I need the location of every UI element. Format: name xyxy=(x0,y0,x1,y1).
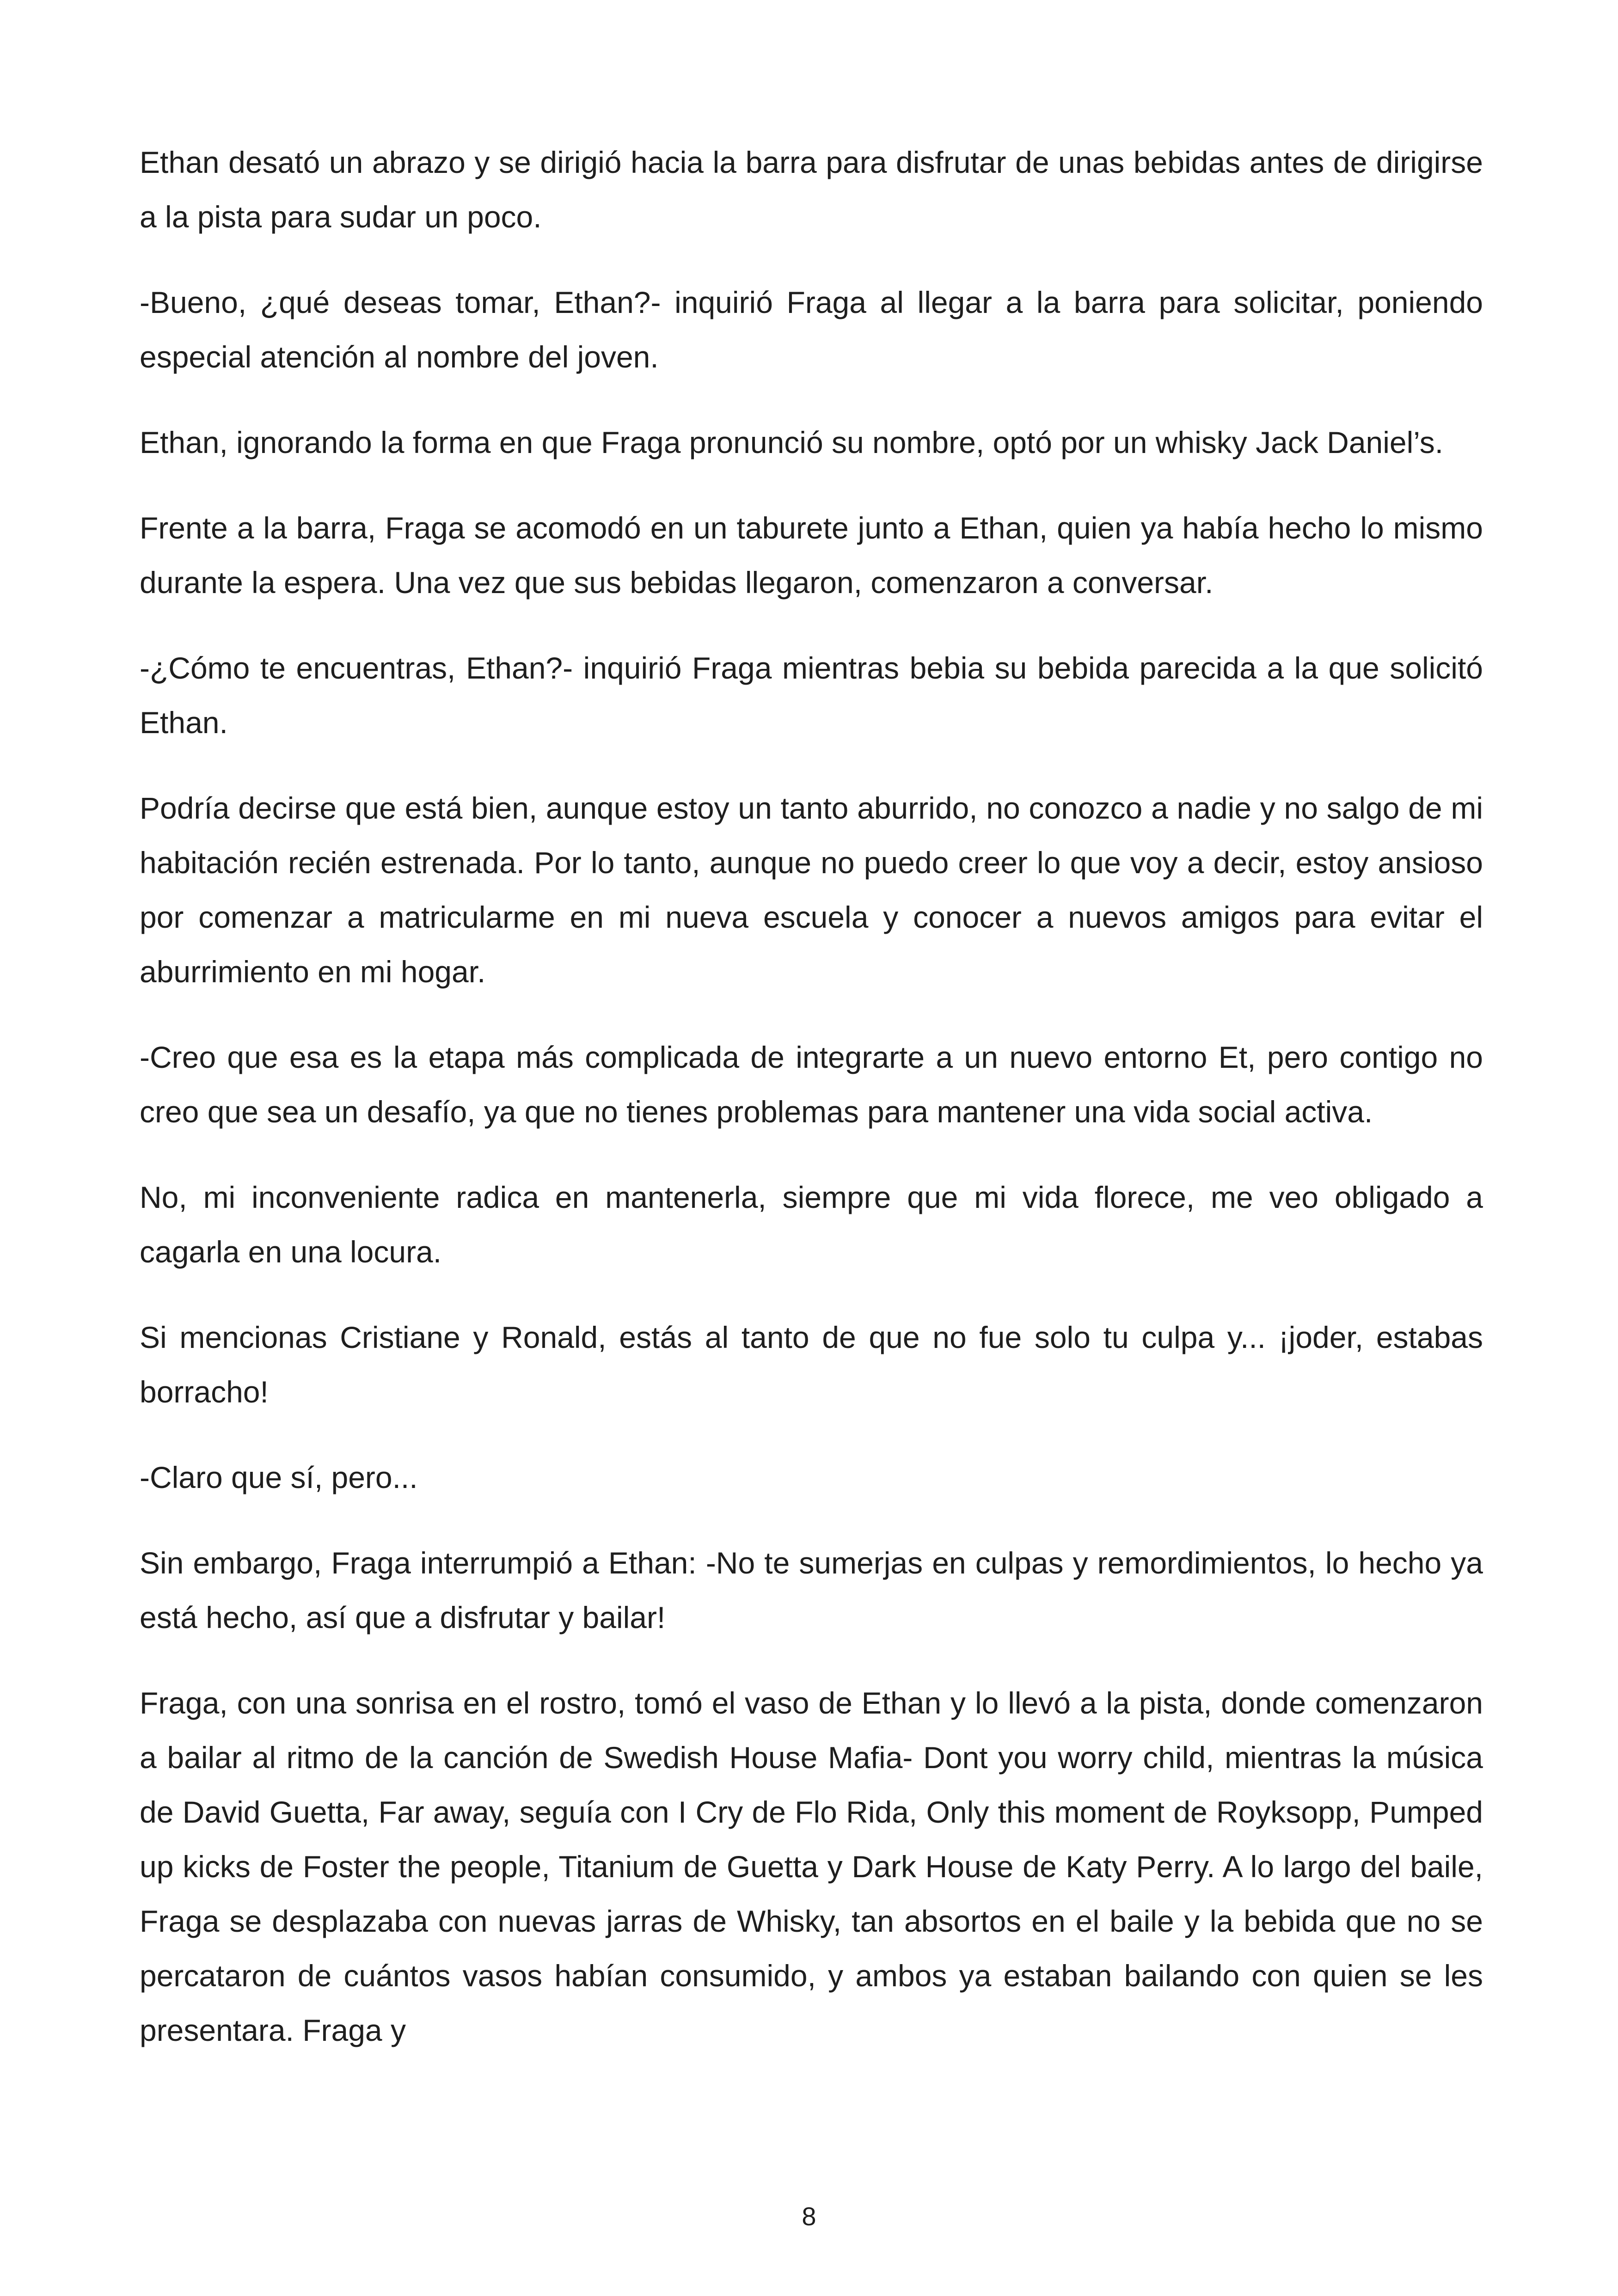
paragraph: -Claro que sí, pero... xyxy=(140,1460,418,1494)
paragraph: Frente a la barra, Fraga se acomodó en un taburete junto a Ethan, quien ya había hecho lo mismo durante la espera. Una vez que sus bebidas llegaron, comenzaron a conversar. xyxy=(140,511,1483,600)
page-number: 8 xyxy=(802,2202,816,2231)
paragraph: -Bueno, ¿qué deseas tomar, Ethan?- inquirió Fraga al llegar a la barra para solicitar, poniendo especial atención al nombre del joven. xyxy=(140,285,1483,374)
paragraph: -¿Cómo te encuentras, Ethan?- inquirió Fraga mientras bebia su bebida parecida a la que solicitó Ethan. xyxy=(140,651,1483,740)
paragraph: Ethan desató un abrazo y se dirigió hacia la barra para disfrutar de unas bebidas antes de dirigirse a la pista para sudar un poco. xyxy=(140,145,1483,234)
paragraph: Ethan, ignorando la forma en que Fraga pronunció su nombre, optó por un whisky Jack Daniel’s. xyxy=(140,425,1444,459)
body-text xyxy=(140,135,1483,2088)
paragraph: Fraga, con una sonrisa en el rostro, tomó el vaso de Ethan y lo llevó a la pista, donde comenzaron a bailar al ritmo de la canción de Swedish House Mafia- Dont you worry child, mientras la música de David Guetta, Far away, seguía con I Cry de Flo Rida, Only this moment de Royksopp, Pumped up kicks de Foster the people, Titanium de Guetta y Dark House de Katy Perry. A lo largo del baile, Fraga se desplazaba con nuevas jarras de Whisky, tan absortos en el baile y la bebida que no se percataron de cuántos vasos habían consumido, y ambos ya estaban bailando con quien se les presentara. Fraga y xyxy=(140,1686,1483,2047)
paragraph: -Creo que esa es la etapa más complicada de integrarte a un nuevo entorno Et, pero contigo no creo que sea un desafío, ya que no tienes problemas para mantener una vida social activa. xyxy=(140,1040,1483,1129)
paragraph: Si mencionas Cristiane y Ronald, estás al tanto de que no fue solo tu culpa y... ¡joder, estabas borracho! xyxy=(140,1320,1483,1409)
paragraph: Sin embargo, Fraga interrumpió a Ethan: -No te sumerjas en culpas y remordimientos, lo hecho ya está hecho, así que a disfrutar y bailar! xyxy=(140,1546,1483,1635)
paragraph: No, mi inconveniente radica en mantenerla, siempre que mi vida florece, me veo obligado a cagarla en una locura. xyxy=(140,1180,1483,1269)
paragraph: Podría decirse que está bien, aunque estoy un tanto aburrido, no conozco a nadie y no salgo de mi habitación recién estrenada. Por lo tanto, aunque no puedo creer lo que voy a decir, estoy ansioso por comenzar a matricularme en mi nueva escuela y conocer a nuevos amigos para evitar el aburrimiento en mi hogar. xyxy=(140,791,1483,989)
